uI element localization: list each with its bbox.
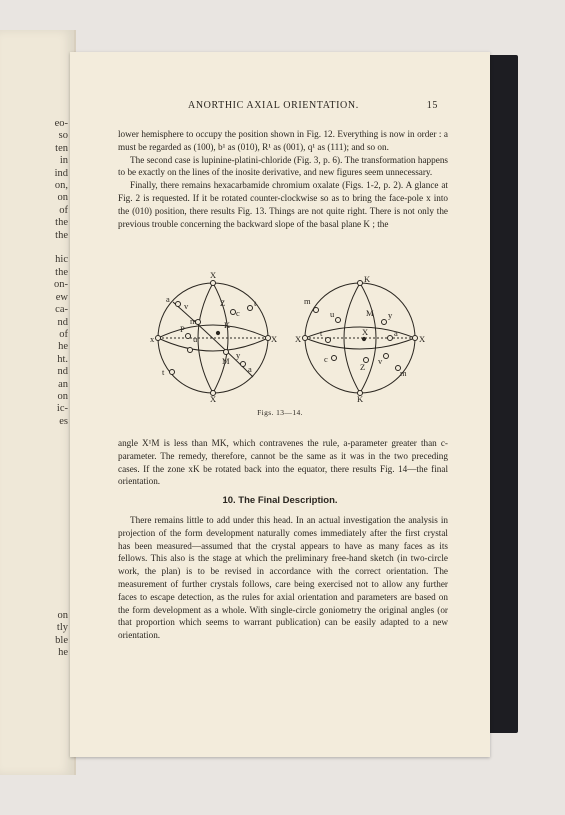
left-page-fragment: hic: [55, 254, 68, 266]
figure-14: [303, 281, 418, 396]
left-page-fragment: ind: [54, 167, 68, 179]
section-heading: 10. The Final Description.: [222, 495, 338, 506]
svg-text:X: X: [362, 327, 369, 337]
book-page: [70, 52, 490, 757]
svg-text:P: P: [180, 324, 185, 334]
paragraph: The second case is lupinine-platini-chloride (Fig. 3, p. 6). The transformation happens to be exactly on the lines of the inosite derivative, and new figures seem unnecessary.: [118, 154, 448, 178]
left-page-fragment: ew: [55, 291, 68, 303]
stereographic-projection-figures: [138, 272, 438, 402]
running-title: ANORTHIC AXIAL ORIENTATION.: [188, 100, 359, 111]
svg-text:m: m: [190, 316, 197, 326]
left-page-fragment: so: [58, 130, 68, 142]
svg-text:c: c: [324, 354, 328, 364]
svg-text:X: X: [210, 394, 217, 402]
left-page-fragment: of: [59, 204, 68, 216]
svg-text:y: y: [388, 310, 393, 320]
svg-text:a: a: [166, 294, 170, 304]
svg-text:x: x: [150, 334, 155, 344]
svg-text:v: v: [378, 356, 383, 366]
left-page-fragment: nd: [57, 366, 68, 378]
svg-text:t: t: [254, 298, 257, 308]
text-block-final: [118, 514, 448, 642]
paragraph: Finally, there remains hexacarbamide chromium oxalate (Figs. 1-2, p. 2). A glance at Fig. 2 is requested. If it be rotated counter-clockwise so as to bring the face-pole x into the (010) position, there results Fig. 13. Things are not quite right. There is not only the previous trouble concerning the backward slope of the basal plane K ; the: [118, 180, 448, 229]
page-number: 15: [426, 100, 438, 111]
previous-page-edge: [0, 30, 76, 775]
text-block-top: [118, 128, 448, 230]
left-page-text-bottom: [28, 610, 68, 660]
svg-text:y: y: [236, 350, 241, 360]
svg-text:X: X: [271, 334, 278, 344]
text-block-middle: [118, 437, 448, 488]
svg-text:m: m: [304, 296, 311, 306]
svg-text:m: m: [400, 368, 407, 378]
svg-text:u: u: [330, 309, 335, 319]
svg-text:M: M: [366, 308, 374, 318]
left-page-fragment: ic-: [56, 403, 68, 415]
left-page-fragment: the: [55, 266, 68, 278]
left-page-fragment: ca-: [55, 304, 68, 316]
svg-text:K: K: [224, 320, 231, 330]
left-page-fragment: on-: [54, 279, 68, 291]
figure-13-labels: [150, 272, 277, 402]
left-page-fragment: ht.: [57, 353, 68, 365]
left-page-fragment: nd: [57, 316, 68, 328]
svg-text:M: M: [222, 356, 230, 366]
left-page-fragment: of: [59, 328, 68, 340]
svg-text:c: c: [236, 308, 240, 318]
left-page-text-top: [28, 118, 68, 428]
svg-text:X: X: [419, 334, 426, 344]
left-page-fragment: the: [55, 217, 68, 229]
left-page-fragment: ble: [55, 634, 68, 646]
running-head: [70, 100, 490, 114]
svg-text:X: X: [210, 272, 217, 280]
svg-text:t: t: [320, 328, 323, 338]
left-page-fragment: he: [58, 647, 68, 659]
svg-text:t: t: [162, 367, 165, 377]
paragraph: angle X¹M is less than MK, which contravenes the rule, a-parameter greater than c-parameter. The remedy, therefore, cannot be the same as it was in the two preceding cases. If the zone xK be rotated back into the equator, there results Fig. 14—the final orientation.: [118, 438, 448, 487]
svg-text:K: K: [364, 274, 371, 284]
left-page-fragment: on,: [54, 180, 68, 192]
left-page-fragment: he: [58, 341, 68, 353]
left-page-fragment: on: [57, 192, 68, 204]
left-page-fragment: ten: [55, 142, 68, 154]
left-page-fragment: [28, 242, 68, 254]
left-page-fragment: an: [58, 378, 68, 390]
left-page-fragment: on: [57, 390, 68, 402]
paragraph: lower hemisphere to occupy the position shown in Fig. 12. Everything is now in order : a must be regarded as (100), b¹ as (010), R¹ as (001), q¹ as (111); and so on.: [118, 129, 448, 152]
figure-caption: Figs. 13—14.: [257, 408, 303, 417]
left-page-fragment: eo-: [54, 118, 68, 129]
left-page-fragment: in: [59, 155, 68, 167]
left-page-fragment: on: [57, 610, 68, 621]
svg-text:Z: Z: [360, 362, 366, 372]
svg-text:v: v: [184, 301, 189, 311]
svg-text:Z: Z: [220, 298, 226, 308]
svg-text:a: a: [394, 328, 398, 338]
left-page-fragment: tly: [56, 622, 68, 634]
svg-text:X: X: [295, 334, 302, 344]
left-page-fragment: es: [59, 415, 68, 427]
paragraph: There remains little to add under this head. In an actual investigation the analysis in projection of the form development naturally comes immediately after the first crystal has been measured—assumed that the crystal appears to have as many faces as its fellows. This also is the stage at which the preliminary free-hand sketch (in two-circle work, the plan) is to be revised in accordance with the correct orientation. The measurement of further crystals follows, care being exercised not to allow any further faces to escape detection, as the rules for axial orientation and parameters are based on the form development as a whole. With single-circle goniometry the original angles (or that proportion which seems to warrant publication) can be easily adapted to a new orientation.: [118, 515, 448, 641]
left-page-fragment: the: [55, 229, 68, 241]
svg-text:a: a: [248, 364, 252, 374]
svg-text:K: K: [357, 394, 364, 402]
svg-text:u: u: [193, 334, 198, 344]
